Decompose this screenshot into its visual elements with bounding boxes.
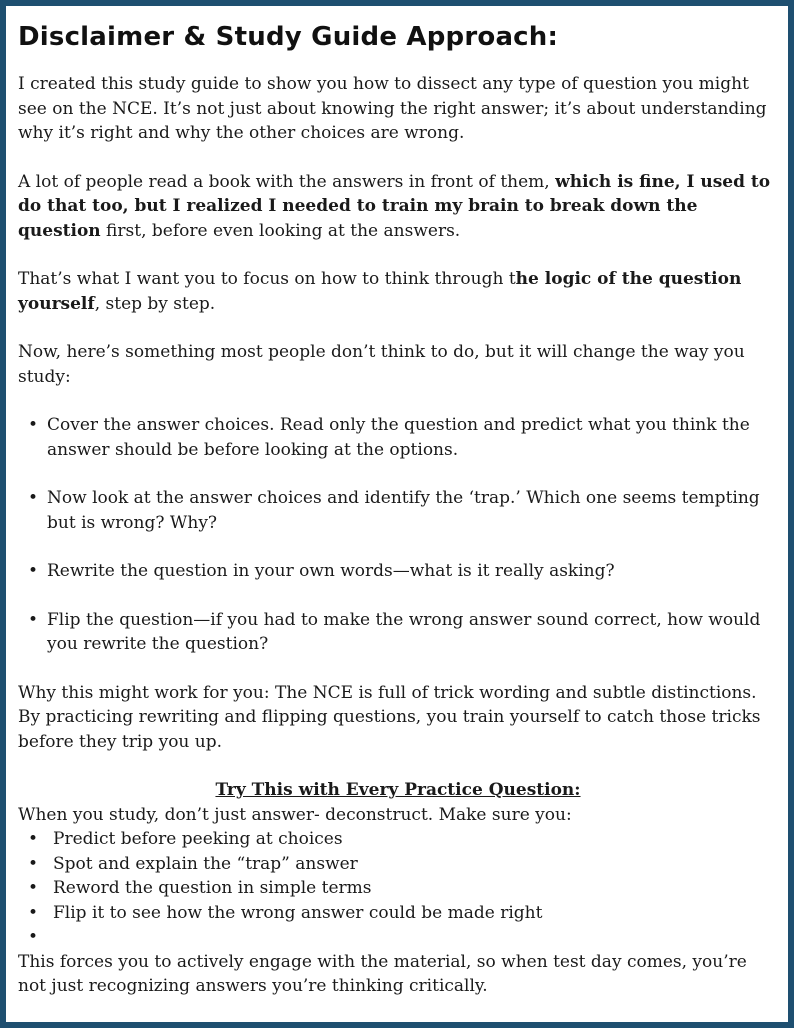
list-item: [18, 413, 778, 462]
bullet-icon: •: [28, 488, 39, 508]
bullet-icon: •: [28, 853, 39, 874]
bullet-icon: •: [28, 878, 39, 898]
practice-list: [18, 827, 778, 950]
list-item-text: Reword the question in simple terms: [53, 878, 372, 898]
list-item-text: Rewrite the question in your own words—what is it really asking?: [47, 561, 615, 581]
approach-text-2: first, before even looking at the answers.: [100, 220, 461, 241]
list-item: [18, 559, 778, 584]
list-item: [18, 608, 778, 657]
strategy-list: [18, 413, 778, 657]
tip-paragraph: Now, here’s something most people don’t think to do, but it will change the way you study:: [18, 342, 745, 387]
focus-text-bold: he logic of the question yourself: [18, 269, 742, 314]
practice-intro: When you study, don’t just answer- deconstruct. Make sure you:: [18, 804, 572, 825]
approach-paragraph: [18, 170, 778, 244]
focus-text-2: , step by step.: [94, 293, 216, 314]
bullet-icon: •: [28, 561, 39, 581]
list-item: [18, 827, 778, 852]
practice-heading: Try This with Every Practice Question:: [215, 780, 581, 800]
list-item-text: Now look at the answer choices and identify the ‘trap.’ Which one seems tempting but is wrong? Why?: [47, 488, 760, 533]
intro-paragraph: I created this study guide to show you how to dissect any type of question you might see on the NCE. It’s not just about knowing the right answer; it’s about understanding why it’s right and why the other choices are wrong.: [18, 74, 767, 143]
bullet-icon: •: [28, 415, 39, 435]
list-item-text: Spot and explain the “trap” answer: [53, 853, 358, 874]
approach-text-1: A lot of people read a book with the answers in front of them,: [18, 171, 556, 192]
list-item-text: Flip the question—if you had to make the wrong answer sound correct, how would you rewrite the question?: [47, 609, 761, 654]
list-item: [18, 852, 778, 877]
focus-paragraph: [18, 267, 778, 316]
list-item-text: Cover the answer choices. Read only the question and predict what you think the answer should be before looking at the options.: [47, 415, 750, 460]
page-title: Disclaimer & Study Guide Approach:: [18, 22, 559, 52]
focus-text-1: That’s what I want you to focus on how to think through t: [18, 269, 516, 289]
list-item: [18, 486, 778, 535]
list-item: [18, 901, 778, 926]
list-item-text: Flip it to see how the wrong answer could be made right: [53, 902, 543, 923]
bullet-icon: •: [28, 902, 39, 923]
bullet-icon: •: [28, 609, 39, 630]
bullet-icon: •: [28, 927, 39, 947]
bullet-icon: •: [28, 829, 39, 849]
approach-text-bold: which is fine, I used to do that too, but I realized I needed to train my brain to break down the question: [18, 171, 771, 241]
list-item-text: Predict before peeking at choices: [53, 829, 343, 849]
list-item: [18, 925, 778, 950]
why-paragraph: Why this might work for you: The NCE is full of trick wording and subtle distinctions. By practicing rewriting and flipping questions, you train yourself to catch those tricks before they trip you up.: [18, 682, 761, 752]
list-item: [18, 876, 778, 901]
closing-paragraph: This forces you to actively engage with the material, so when test day comes, you’re not just recognizing answers you’re thinking critically.: [18, 951, 747, 996]
